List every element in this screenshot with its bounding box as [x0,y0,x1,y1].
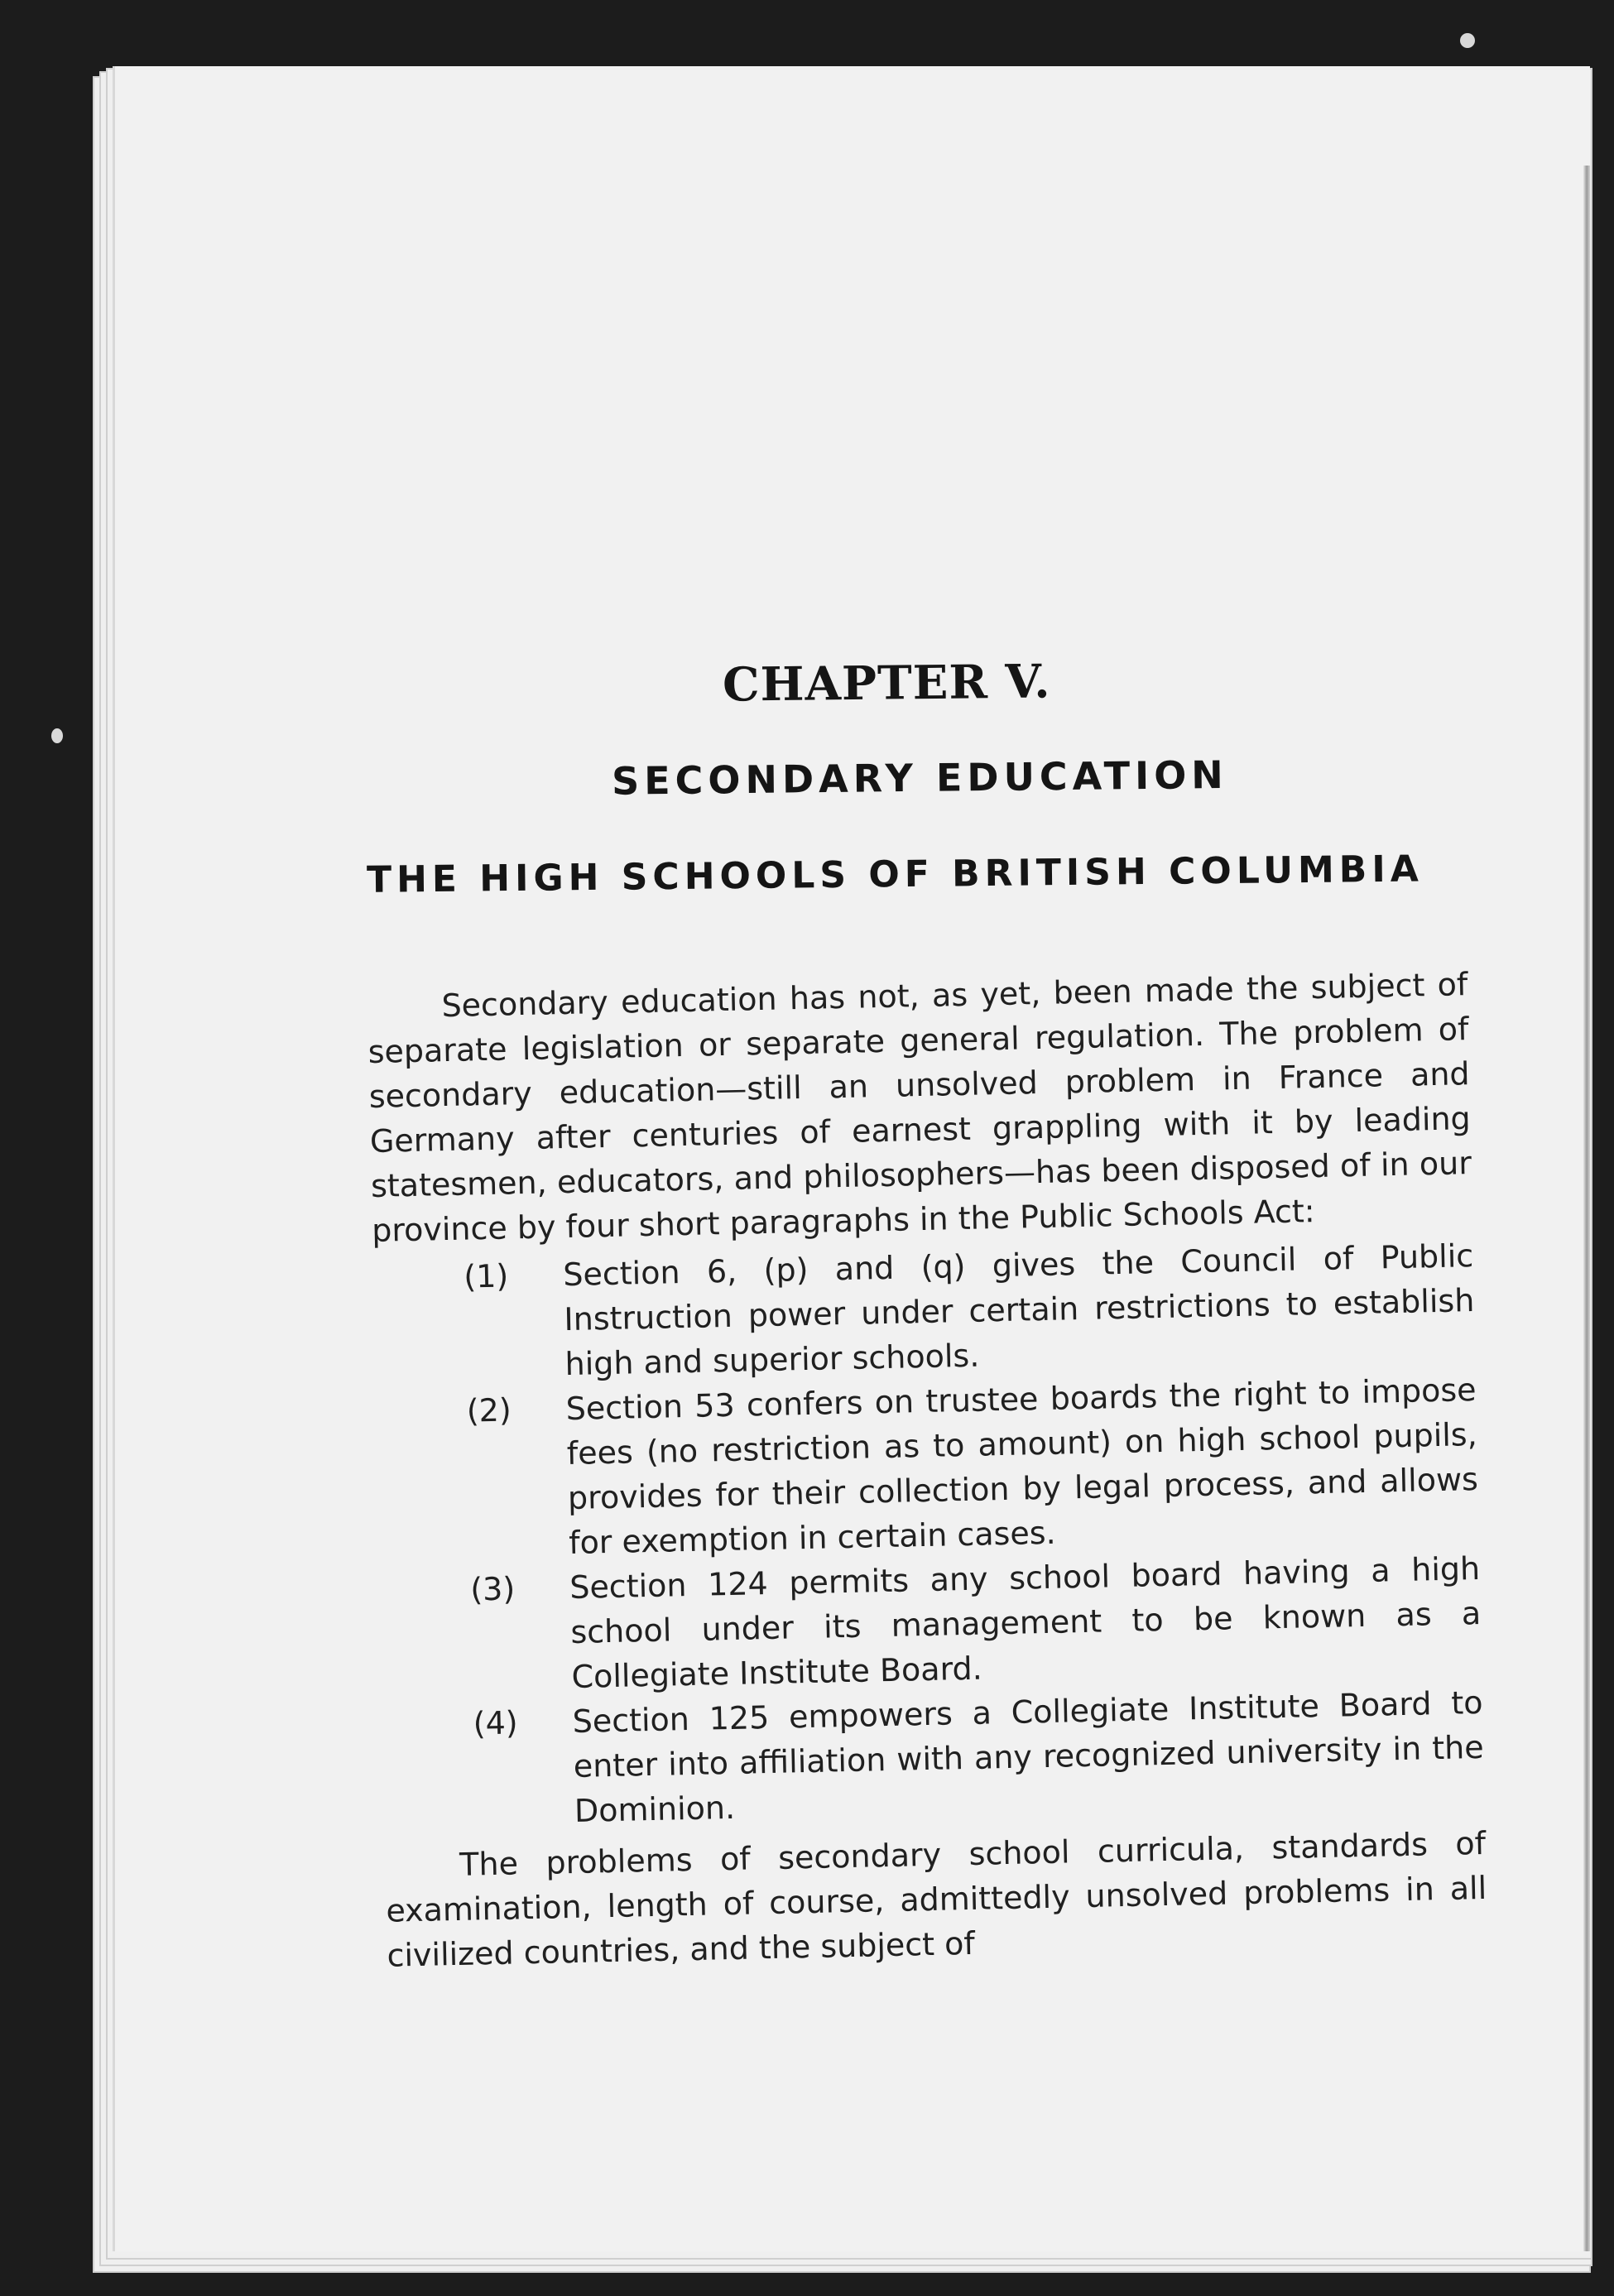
list-item-number: (3) [469,1570,516,1608]
paragraph: Secondary education has not, as yet, been made the subject of separate legislation or separate general regulation. The problem of secondary education—still an unsolved problem in France and Germany after centuries of earnest grappling with it by leading statesmen, educators, and philosophers—has been disposed of in our province by four short paragraphs in the Public Schools Act: [367,966,1472,1249]
list-item-number: (4) [473,1704,518,1742]
section-title: SECONDARY EDUCATION [611,752,1229,804]
list-item-text: Section 6, (p) and (q) gives the Council of Public Instruction power under certain restrictions to establish high and superior schools. [562,1237,1475,1383]
list-item [372,1233,1476,1391]
page-spine-shadow [1583,166,1590,2251]
list-item [379,1546,1482,1703]
list-item-number: (1) [463,1257,509,1295]
scan-speck [51,728,63,743]
section-subtitle: THE HIGH SCHOOLS OF BRITISH COLUMBIA [366,848,1424,901]
list-item-text: Section 53 confers on trustee boards the right to impose fees (no restriction as to amount) on high school pupils, provides for their collection by legal process, and allows for exemption in certain cases. [565,1371,1479,1562]
list-item-number: (2) [466,1391,512,1429]
list-item [382,1680,1485,1837]
list-item-text: Section 125 empowers a Collegiate Institute Board to enter into affiliation with any recognized university in the Dominion. [572,1684,1485,1829]
document-page [113,66,1590,2251]
list-item [375,1367,1479,1569]
numbered-list [372,1233,1485,1837]
chapter-title: CHAPTER V. [722,654,1051,713]
list-item-text: Section 124 permits any school board having a high school under its management to be known as a Collegiate Institute Board. [569,1549,1482,1695]
scan-speck [1460,33,1475,48]
paragraph: The problems of secondary school curricula, standards of examination, length of course, admittedly unsolved problems in all civilized countries, and the subject of [385,1824,1487,1974]
body-text [367,962,1488,1978]
